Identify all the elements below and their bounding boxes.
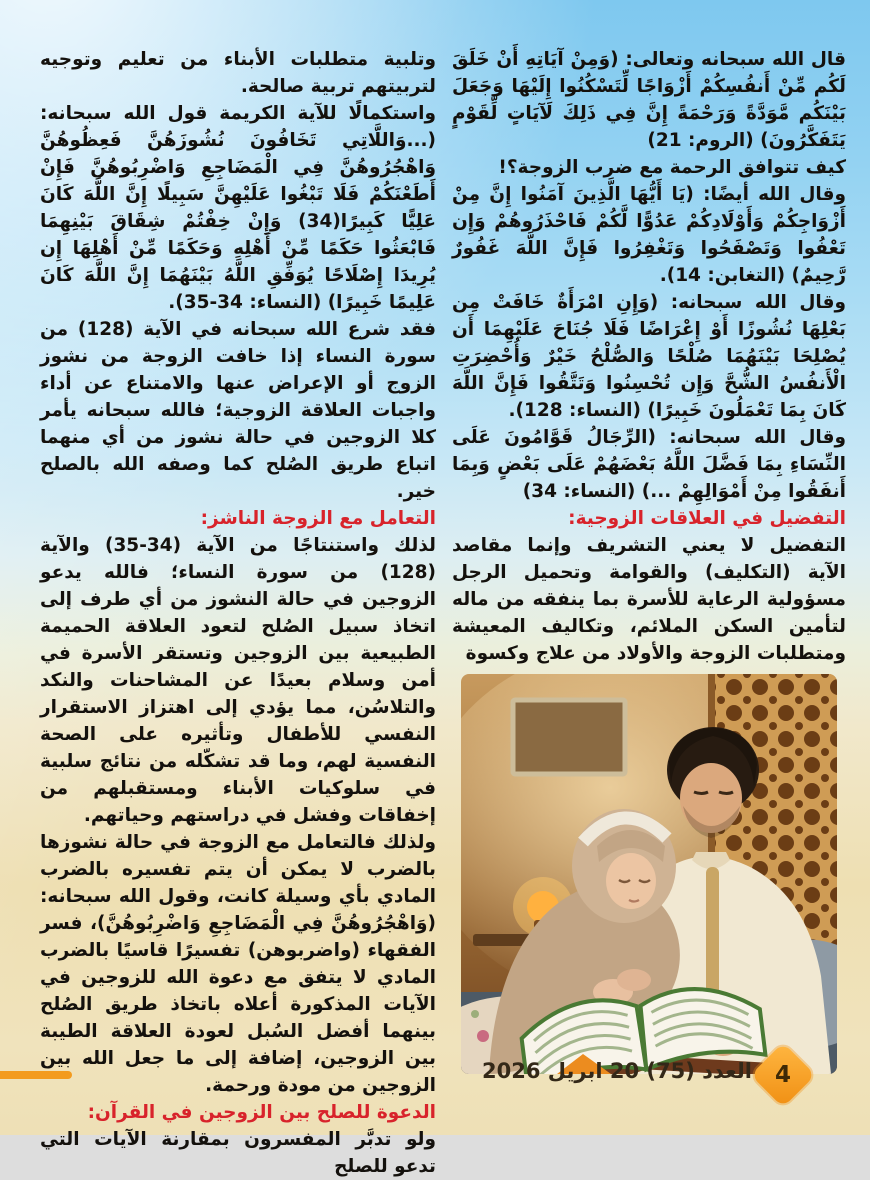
question-subheading: كيف تتوافق الرحمة مع ضرب الزوجة؟! <box>498 157 846 178</box>
quote-paragraph-rum-21: قال الله سبحانه وتعالى: (وَمِنْ آيَاتِهِ أَنْ خَلَقَ لَكُم مِّنْ أَنفُسِكُمْ أَزْوَاجًا لِّتَسْكُنُوا إِلَيْهَا وَجَعَلَ بَيْنَكُم مَّوَدَّةً وَرَحْمَةً إِنَّ فِي ذَلِكَ لَآيَاتٍ لِّقَوْمٍ يَتَفَكَّرُونَ) (الروم: 21) <box>452 49 846 151</box>
page-number: 4 <box>774 1062 792 1089</box>
section-heading-tafdil: التفضيل في العلاقات الزوجية: <box>568 508 846 529</box>
paragraph-sharia-128: فقد شرع الله سبحانه في الآية (128) من سورة النساء إذا خافت الزوجة من نشوز الزوج أو الإعراض عنها والامتناع عن أداء واجبات العلاقة الزوجية؛ فالله سبحانه يأمر كلا الزوجين في حالة نشوز من أي منهما اتباع طريق الصُلح كما وصفه الله بالصلح خير. <box>40 319 437 502</box>
paragraph-tafdil-body: التفضيل لا يعني التشريف وإنما مقاصد الآية (التكليف) والقوامة وتحميل الرجل مسؤولية الرعاية للأسرة بما ينفقه من ماله لتأمين السكن الملائم، وتكاليف المعيشة ومتطلبات الزوجة والأولاد من علاج وكسوة <box>452 535 846 664</box>
paragraph-darb-interpretation: ولذلك فالتعامل مع الزوجة في حالة نشوزها بالضرب لا يمكن أن يتم تفسيره بالضرب المادي بأي وسيلة كانت، وقول الله سبحانه: (وَاهْجُرُوهُنَّ فِي الْمَضَاجِعِ وَاضْرِبُوهُنَّ)، فسر الفقهاء (واضربوهن) تفسيرًا قاسيًا بالضرب المادي لا يتفق مع دعوة الله للزوجين في الآيات المذكورة أعلاه باتخاذ طريق الصُلح بينهما أفضل السُبل لعودة العلاقة الطيبة بين الزوجين، إضافة إلى ما جعل الله بين الزوجين من مودة ورحمة. <box>40 832 436 1096</box>
section-heading-dawa-sulh: الدعوة للصلح بين الزوجين في القرآن: <box>87 1102 436 1123</box>
couple-reading-quran-illustration <box>461 674 837 1074</box>
left-column <box>40 46 436 1180</box>
footer-accent-line <box>0 1071 72 1079</box>
couple-reading-quran-photo <box>461 674 837 1074</box>
quote-paragraph-nisa-34-35: واستكمالًا للآية الكريمة قول الله سبحانه: (...وَاللَّاتِي تَخَافُونَ نُشُوزَهُنَّ فَعِظُوهُنَّ وَاهْجُرُوهُنَّ فِي الْمَضَاجِعِ وَاضْرِبُوهُنَّ فَإِنْ أَطَعْنَكُمْ فَلَا تَبْغُوا عَلَيْهِنَّ سَبِيلًا إِنَّ اللَّهَ كَانَ عَلِيًّا كَبِيرًا(34) وَإِنْ خِفْتُمْ شِقَاقَ بَيْنِهِمَا فَابْعَثُوا حَكَمًا مِّنْ أَهْلِهِ وَحَكَمًا مِّنْ أَهْلِهَا إِن يُرِيدَا إِصْلَاحًا يُوَفِّقِ اللَّهُ بَيْنَهُمَا إِنَّ اللَّهَ كَانَ عَلِيمًا خَبِيرًا) (النساء: 34-35). <box>40 103 436 313</box>
quote-paragraph-nisa-128: وقال الله سبحانه: (وَإِنِ امْرَأَةٌ خَافَتْ مِن بَعْلِهَا نُشُوزًا أَوْ إِعْرَاضًا فَلَا جُنَاحَ عَلَيْهِمَا أَن يُصْلِحَا بَيْنَهُمَا صُلْحًا وَالصُّلْحُ خَيْرٌ وَأُحْضِرَتِ الْأَنفُسُ الشُّحَّ وَإِن تُحْسِنُوا وَتَتَّقُوا فَإِنَّ اللَّهَ كَانَ بِمَا تَعْمَلُونَ خَبِيرًا) (النساء: 128). <box>452 292 846 421</box>
section-heading-nashiz: التعامل مع الزوجة الناشز: <box>200 508 436 529</box>
quote-paragraph-nisa-34: وقال الله سبحانه: (الرِّجَالُ قَوَّامُونَ عَلَى النِّسَاءِ بِمَا فَضَّلَ اللَّهُ بَعْضَهُمْ عَلَى بَعْضٍ وَبِمَا أَنفَقُوا مِنْ أَمْوَالِهِمْ ...) (النساء: 34) <box>452 427 846 502</box>
issue-date-label: العدد (75) 20 ابريل 2026 <box>481 1059 752 1083</box>
paragraph-mufassirun: ولو تدبَّر المفسرون بمقارنة الآيات التي تدعو للصلح <box>40 1129 436 1177</box>
paragraph-sulh-conclusion: لذلك واستنتاجًا من الآية (34-35) والآية (128) من سورة النساء؛ فالله يدعو الزوجين في حالة النشوز من أي طرف إلى اتخاذ سبيل الصُلح لتعود العلاقة الحميمة الطبيعية بين الزوجين وتستقر الأسرة في أمن وسلام بعيدًا عن المشاحنات والنكد والتلاسُن، مما يؤدي إلى اهتزاز الاستقرار النفسي للأطفال وتأثيره على الصحة النفسية لهم، وما قد تشكّله من نتائج سلبية في سلوكيات الأبناء ومستقبلهم من إخفاقات وفشل في دراستهم وحياتهم. <box>40 535 436 826</box>
right-column <box>452 46 846 1074</box>
two-column-article <box>40 46 846 1177</box>
paragraph-children-needs: وتلبية متطلبات الأبناء من تعليم وتوجيه لتربيتهم تربية صالحة. <box>40 49 436 97</box>
quote-paragraph-taghabun-14: وقال الله أيضًا: (يَا أَيُّهَا الَّذِينَ آمَنُوا إِنَّ مِنْ أَزْوَاجِكُمْ وَأَوْلَادِكُمْ عَدُوًّا لَّكُمْ فَاحْذَرُوهُمْ وَإِن تَعْفُوا وَتَصْفَحُوا وَتَغْفِرُوا فَإِنَّ اللَّهَ غَفُورٌ رَّحِيمٌ) (التغابن: 14). <box>452 184 846 286</box>
